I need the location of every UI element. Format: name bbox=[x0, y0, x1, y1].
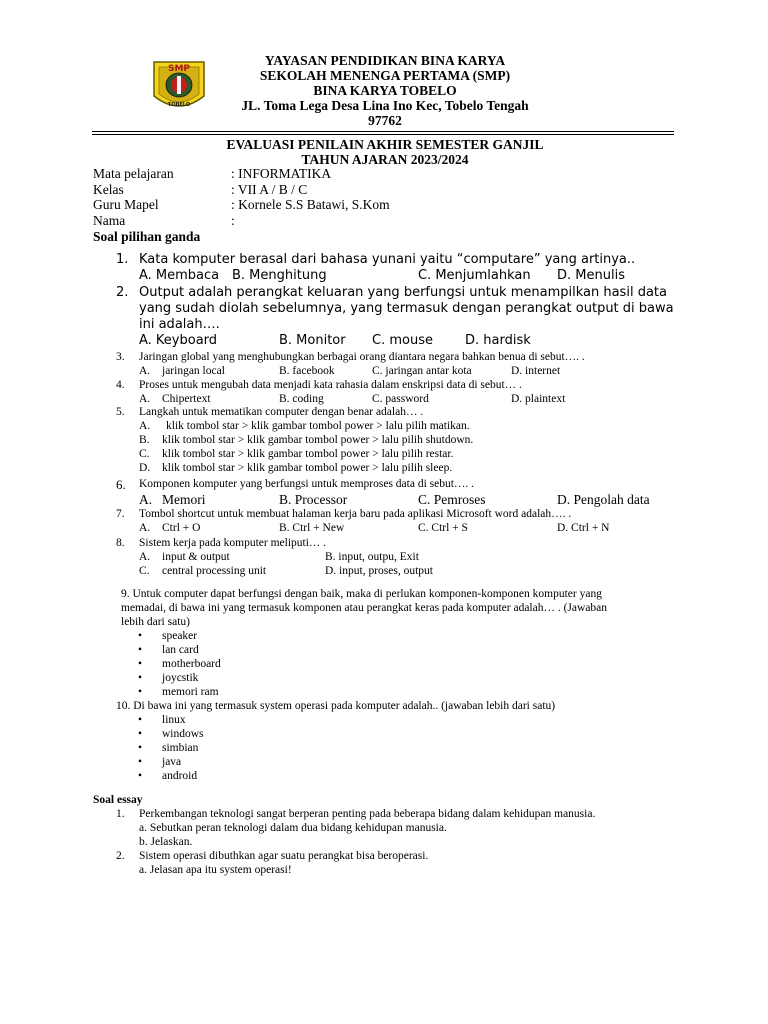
option-d: klik tombol star > klik gambar tombol power > lalu pilih sleep. bbox=[162, 462, 453, 474]
option-b-letter: B. bbox=[139, 434, 150, 446]
option-a: Ctrl + O bbox=[162, 522, 201, 534]
header-address: JL. Toma Lega Desa Lina Ino Kec, Tobelo Tengah bbox=[241, 98, 529, 113]
question-text: ini adalah…. bbox=[139, 317, 220, 332]
sub-question: b. Jelaskan. bbox=[139, 836, 193, 848]
question-text: Kata komputer berasal dari bahasa yunani yaitu “computare” yang artinya.. bbox=[139, 252, 636, 267]
info-label: Kelas bbox=[93, 182, 124, 197]
list-item: • java bbox=[162, 756, 181, 768]
option-b: B. Monitor bbox=[279, 333, 346, 348]
list-item: • windows bbox=[162, 728, 204, 740]
question-number: 7. bbox=[116, 508, 125, 520]
option-d: D. internet bbox=[511, 365, 561, 377]
question-text: 9. Untuk computer dapat berfungsi dengan baik, maka di perlukan komponen-komponen komputer yang bbox=[121, 588, 602, 600]
option-c: central processing unit bbox=[162, 565, 267, 577]
question-text: Sistem kerja pada komputer meliputi… . bbox=[139, 537, 327, 549]
sub-question: a. Sebutkan peran teknologi dalam dua bidang kehidupan manusia. bbox=[139, 822, 447, 834]
info-label: Mata pelajaran bbox=[93, 166, 174, 181]
list-item: • simbian bbox=[162, 742, 198, 754]
header-divider bbox=[92, 131, 674, 132]
list-item: • android bbox=[162, 770, 197, 782]
question-number: 5. bbox=[116, 406, 125, 418]
option-b: B. input, outpu, Exit bbox=[325, 551, 419, 563]
question-text: 10. Di bawa ini yang termasuk system operasi pada komputer adalah.. (jawaban lebih dari satu) bbox=[116, 700, 556, 712]
question-number: 3. bbox=[116, 351, 125, 363]
option-c: C. Menjumlahkan bbox=[418, 268, 531, 283]
exam-year: TAHUN AJARAN 2023/2024 bbox=[301, 152, 469, 167]
option-a-letter: A. bbox=[139, 551, 151, 563]
option-c: C. Ctrl + S bbox=[418, 522, 468, 534]
option-b: klik tombol star > klik gambar tombol power > lalu pilih shutdown. bbox=[162, 434, 474, 446]
question-text: Jaringan global yang menghubungkan berbagai orang diantara negara bahkan benua di sebut…. . bbox=[139, 351, 585, 363]
option-a: A. Membaca bbox=[139, 268, 220, 283]
question-number: 2. bbox=[116, 285, 129, 300]
option-d-letter: D. bbox=[139, 462, 151, 474]
option-d: D. Ctrl + N bbox=[557, 522, 610, 534]
option-c: klik tombol star > klik gambar tombol power > lalu pilih restar. bbox=[162, 448, 454, 460]
info-value: : VII A / B / C bbox=[231, 182, 308, 197]
option-d: D. Menulis bbox=[557, 268, 625, 283]
option-b: B. facebook bbox=[279, 365, 335, 377]
header-postal: 97762 bbox=[368, 113, 402, 128]
question-text: Tombol shortcut untuk membuat halaman kerja baru pada aplikasi Microsoft word adalah…. . bbox=[139, 508, 572, 520]
option-d: D. input, proses, output bbox=[325, 565, 433, 577]
option-d: D. Pengolah data bbox=[557, 492, 650, 507]
question-number: 8. bbox=[116, 537, 125, 549]
option-a: Chipertext bbox=[162, 393, 211, 405]
question-number: 1. bbox=[116, 252, 129, 267]
section-essay: Soal essay bbox=[93, 794, 143, 806]
header-foundation: YAYASAN PENDIDIKAN BINA KARYA bbox=[264, 53, 506, 68]
option-c: C. password bbox=[372, 393, 429, 405]
option-a: Memori bbox=[162, 492, 206, 507]
option-a-letter: A. bbox=[139, 365, 151, 377]
question-text: Proses untuk mengubah data menjadi kata rahasia dalam enskripsi data di sebut… . bbox=[139, 379, 522, 391]
option-c: C. mouse bbox=[372, 333, 433, 348]
option-c: C. Pemroses bbox=[418, 492, 486, 507]
option-a-letter: A. bbox=[139, 492, 153, 507]
svg-text:TOBELO: TOBELO bbox=[167, 102, 191, 108]
option-a-letter: A. bbox=[139, 522, 151, 534]
info-label: Nama bbox=[93, 213, 126, 228]
question-text: memadai, di bawa ini yang termasuk komponen atau perangkat keras pada komputer adalah… . (Jawaban bbox=[121, 602, 608, 614]
option-b: B. coding bbox=[279, 393, 324, 405]
exam-title: EVALUASI PENILAIN AKHIR SEMESTER GANJIL bbox=[226, 137, 544, 152]
svg-text:SMP: SMP bbox=[167, 64, 191, 74]
info-value: : Kornele S.S Batawi, S.Kom bbox=[231, 197, 390, 212]
option-a: klik tombol star > klik gambar tombol power > lalu pilih matikan. bbox=[166, 420, 470, 432]
list-item: • linux bbox=[162, 714, 186, 726]
option-c: C. jaringan antar kota bbox=[372, 365, 472, 377]
option-a-letter: A. bbox=[139, 420, 151, 432]
option-a-letter: A. bbox=[139, 393, 151, 405]
question-text: Langkah untuk mematikan computer dengan benar adalah… . bbox=[139, 406, 424, 418]
question-text: lebih dari satu) bbox=[121, 616, 190, 628]
option-b: B. Menghitung bbox=[232, 268, 327, 283]
info-label: Guru Mapel bbox=[93, 197, 159, 212]
option-a: A. Keyboard bbox=[139, 333, 218, 348]
question-number: 4. bbox=[116, 379, 125, 391]
sub-question: a. Jelasan apa itu system operasi! bbox=[139, 864, 292, 876]
option-a: input & output bbox=[162, 551, 230, 563]
question-text: Sistem operasi dibuthkan agar suatu perangkat bisa beroperasi. bbox=[139, 850, 429, 862]
question-text: Output adalah perangkat keluaran yang berfungsi untuk menampilkan hasil data bbox=[139, 285, 667, 300]
list-item: • motherboard bbox=[162, 658, 221, 670]
question-number: 2. bbox=[116, 850, 125, 862]
option-c-letter: C. bbox=[139, 565, 150, 577]
option-a: jaringan local bbox=[162, 365, 225, 377]
option-b: B. Processor bbox=[279, 492, 348, 507]
header-school-name: BINA KARYA TOBELO bbox=[313, 83, 457, 98]
list-item: • lan card bbox=[162, 644, 199, 656]
section-multiple-choice: Soal pilihan ganda bbox=[93, 229, 201, 244]
question-number: 6. bbox=[116, 477, 126, 492]
header-school: SEKOLAH MENENGA PERTAMA (SMP) bbox=[259, 68, 511, 83]
question-text: yang sudah diolah sebelumnya, yang termasuk dengan perangkat output di bawa bbox=[139, 301, 674, 316]
question-text: Komponen komputer yang berfungsi untuk memproses data di sebut…. . bbox=[139, 478, 475, 490]
option-d: D. plaintext bbox=[511, 393, 566, 405]
list-item: • joycstik bbox=[162, 672, 198, 684]
list-item: • speaker bbox=[162, 630, 197, 642]
option-b: B. Ctrl + New bbox=[279, 522, 345, 534]
header-divider-thin bbox=[92, 134, 674, 135]
list-item: • memori ram bbox=[162, 686, 219, 698]
option-c-letter: C. bbox=[139, 448, 150, 460]
question-number: 1. bbox=[116, 808, 125, 820]
info-value: : bbox=[231, 213, 235, 228]
question-text: Perkembangan teknologi sangat berperan penting pada beberapa bidang dalam kehidupan manusia. bbox=[139, 808, 596, 820]
option-d: D. hardisk bbox=[465, 333, 531, 348]
info-value: : INFORMATIKA bbox=[231, 166, 332, 181]
